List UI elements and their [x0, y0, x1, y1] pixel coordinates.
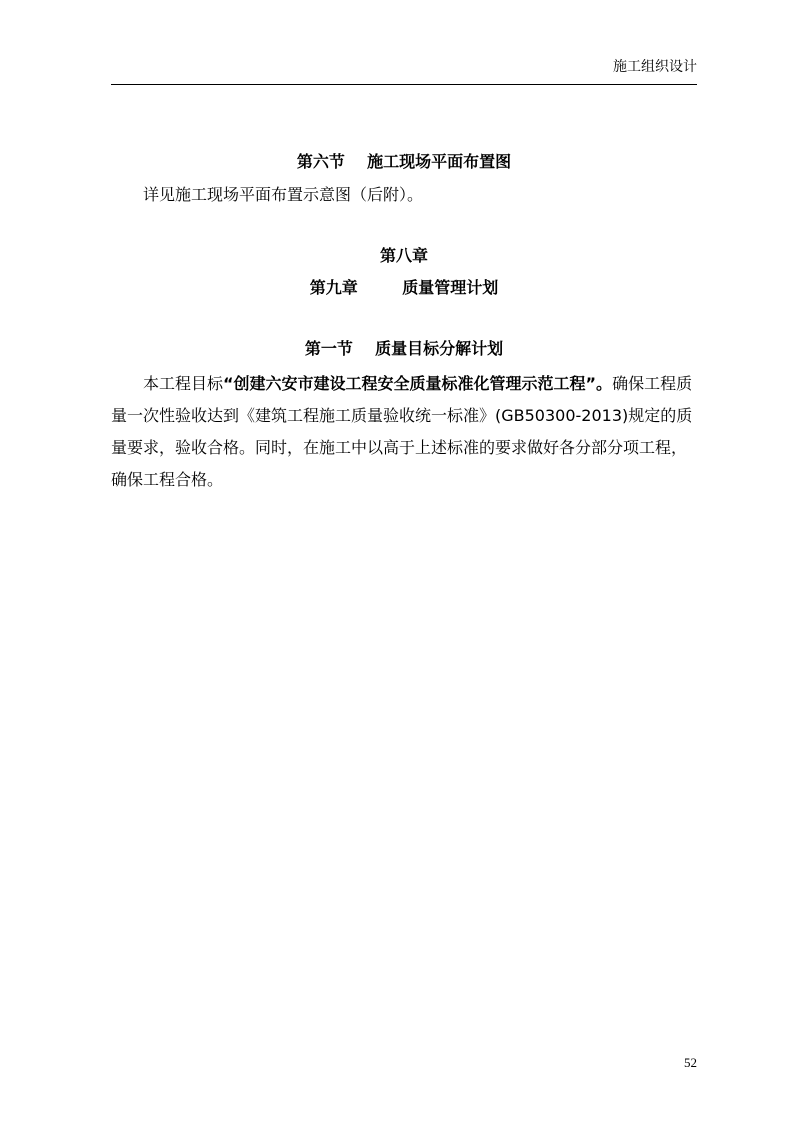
section-6-text: 详见施工现场平面布置示意图（后附）。	[143, 185, 424, 204]
section-1-heading: 第一节 质量目标分解计划	[304, 339, 504, 358]
page-number: 52	[684, 1055, 697, 1070]
section-6-heading: 第六节 施工现场平面布置图	[296, 152, 512, 171]
quality-goal-paragraph	[111, 368, 701, 496]
paragraph-rest: 确保工程质量一次性验收达到《建筑工程施工质量验收统一标准》(GB50300-2013)规定的质量要求，验收合格。同时，在施工中以高于上述标准的要求做好各分部分项工程，确保工程合格。	[111, 374, 693, 489]
chapter-8-heading: 第八章	[379, 246, 428, 265]
chapter-9-heading: 第九章 质量管理计划	[309, 278, 499, 297]
page-header-title: 施工组织设计	[613, 59, 697, 75]
header-divider	[111, 84, 697, 85]
paragraph-lead: 本工程目标	[143, 374, 224, 393]
quality-goal-quote: “创建六安市建设工程安全质量标准化管理示范工程”。	[223, 374, 613, 393]
